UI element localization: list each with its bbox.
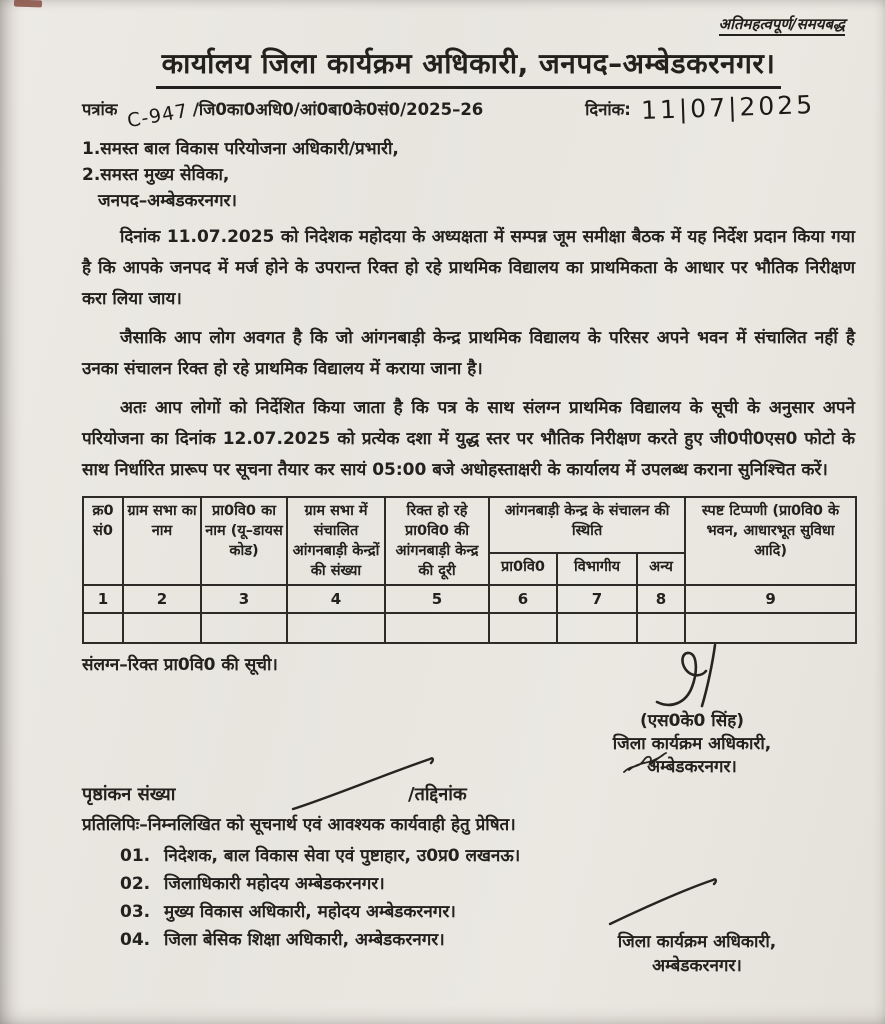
empty-cell <box>287 613 385 643</box>
recipient-item <box>120 842 520 870</box>
recipient-item <box>120 926 520 954</box>
column-number: 5 <box>385 585 489 613</box>
signature-block <box>577 642 807 779</box>
table-header-row <box>83 497 856 553</box>
empty-data-row <box>83 613 856 643</box>
recipient-text: निदेशक, बाल विकास सेवा एवं पुष्टाहार, उ0प्र0 लखनऊ। <box>164 846 521 866</box>
empty-cell <box>637 613 685 643</box>
endorsement-label: पृष्ठांकन संख्या <box>82 784 176 805</box>
signer-designation: जिला कार्यक्रम अधिकारी, <box>612 734 772 754</box>
header-remarks: स्पष्ट टिप्पणी (प्रा0वि0 के भवन, आधारभूत सुविधा आदि) <box>685 497 856 585</box>
footer-designation: जिला कार्यक्रम अधिकारी, <box>617 932 777 952</box>
signature-slash-icon <box>605 876 720 928</box>
empty-cell <box>123 613 201 643</box>
header-awc-count: ग्राम सभा में संचालित आंगनबाड़ी केन्द्रों की संख्या <box>287 497 385 585</box>
date-label: दिनांक: <box>585 100 631 119</box>
letter-number <box>82 97 484 133</box>
letter-number-printed: /जि0का0अधि0/आं0बा0के0सं0/2025–26 <box>192 100 484 119</box>
enclosure-note: संलग्न–रिक्त प्रा0वि0 की सूची। <box>82 655 278 675</box>
header-operation-status-group: आंगनबाड़ी केन्द्र के संचालन की स्थिति <box>489 497 685 553</box>
empty-cell <box>685 613 856 643</box>
subheader-departmental: विभागीय <box>557 553 637 585</box>
signer-name: (एस0के0 सिंह) <box>640 711 744 731</box>
signer-place: अम्बेडकरनगर। <box>647 757 737 777</box>
reference-row <box>82 89 855 133</box>
addressee-line: जनपद–अम्बेडकरनगर। <box>98 191 237 211</box>
priority-tag <box>82 14 855 34</box>
recipient-item <box>120 870 520 898</box>
footer-signature-block <box>577 876 817 978</box>
header-school-name: प्रा0वि0 का नाम (यू–डायस कोड) <box>201 497 287 585</box>
subheader-pravi: प्रा0वि0 <box>489 553 557 585</box>
endorsement-date-label: /तद्दिनांक <box>408 784 467 805</box>
pen-scribble-icon <box>621 748 679 776</box>
inspection-format-table <box>82 496 857 644</box>
empty-cell <box>557 613 637 643</box>
column-number: 8 <box>637 585 685 613</box>
copy-note: प्रतिलिपिः–निम्नलिखित को सूचनार्थ एवं आवश्यक कार्यवाही हेतु प्रेषित। <box>82 815 516 835</box>
letter-date <box>585 89 855 126</box>
signer-place-wrap <box>647 756 737 779</box>
subheader-other: अन्य <box>637 553 685 585</box>
recipient-list <box>120 842 520 954</box>
empty-cell <box>489 613 557 643</box>
body-paragraph-3: अतः आप लोगों को निर्देशित किया जाता है कि पत्र के साथ संलग्न प्राथमिक विद्यालय के सूची के अनुसार अपने परियोजना का दिनांक 12.07.2025 को प्रत्येक दशा में युद्ध स्तर पर भौतिक निरीक्षण करते हुए जी0पी0एस0 फोटो के साथ निर्धारित प्रारूप पर सूचना तैयार कर सायं 05:00 बजे अधोहस्ताक्षरी के कार्यालय में उपलब्ध कराना सुनिश्चित करें। <box>82 398 855 480</box>
paper-edge-mark <box>14 0 42 7</box>
body-paragraph-2: जैसाकि आप लोग अवगत है कि जो आंगनबाड़ी केन्द्र प्राथमिक विद्यालय के परिसर अपने भवन में संचालित नहीं है उनका संचालन रिक्त हो रहे प्राथमिक विद्यालय में कराया जाना है। <box>82 328 855 379</box>
letter-number-handwritten: C-947 <box>125 99 191 133</box>
column-number: 9 <box>685 585 856 613</box>
empty-cell <box>385 613 489 643</box>
office-title: कार्यालय जिला कार्यक्रम अधिकारी, जनपद–अम्बेडकरनगर। <box>156 44 782 89</box>
recipient-number: 01. <box>120 846 151 866</box>
column-number-row <box>83 585 856 613</box>
letterhead <box>82 44 855 89</box>
addressee-list <box>82 136 855 214</box>
column-number: 1 <box>83 585 123 613</box>
recipient-number: 04. <box>120 930 151 950</box>
addressee-line: 1.समस्त बाल विकास परियोजना अधिकारी/प्रभारी, <box>82 139 399 159</box>
priority-tag-text: अतिमहत्वपूर्ण/समयबद्ध <box>719 15 845 36</box>
column-number: 7 <box>557 585 637 613</box>
empty-cell <box>201 613 287 643</box>
footer-place: अम्बेडकरनगर। <box>652 956 742 976</box>
header-distance: रिक्त हो रहे प्रा0वि0 की आंगनबाड़ी केन्द्र की दूरी <box>385 497 489 585</box>
letter-number-label: पत्रांक <box>82 100 118 119</box>
header-serial: क्र0 सं0 <box>83 497 123 585</box>
column-number: 6 <box>489 585 557 613</box>
date-handwritten: 11|07|2025 <box>640 89 816 126</box>
recipient-text: जिला बेसिक शिक्षा अधिकारी, अम्बेडकरनगर। <box>164 930 445 950</box>
recipient-number: 03. <box>120 902 151 922</box>
recipient-number: 02. <box>120 874 151 894</box>
recipient-text: जिलाधिकारी महोदय अम्बेडकरनगर। <box>164 874 385 894</box>
recipient-item <box>120 898 520 926</box>
body-paragraph-1: दिनांक 11.07.2025 को निदेशक महोदया के अध्यक्षता में सम्पन्न जूम समीक्षा बैठक में यह निर्देश प्रदान किया गया है कि आपके जनपद में मर्ज होने के उपरान्त रिक्त हो रहे प्राथमिक विद्यालय का प्राथमिकता के आधार पर भौतिक निरीक्षण करा लिया जाय। <box>82 227 855 309</box>
column-number: 2 <box>123 585 201 613</box>
header-gram-sabha: ग्राम सभा का नाम <box>123 497 201 585</box>
column-number: 3 <box>201 585 287 613</box>
empty-cell <box>83 613 123 643</box>
column-number: 4 <box>287 585 385 613</box>
endorsement-row <box>82 782 782 806</box>
signature-stroke-icon <box>649 642 735 708</box>
recipient-text: मुख्य विकास अधिकारी, महोदय अम्बेडकरनगर। <box>164 902 456 922</box>
addressee-line: 2.समस्त मुख्य सेविका, <box>82 165 230 185</box>
